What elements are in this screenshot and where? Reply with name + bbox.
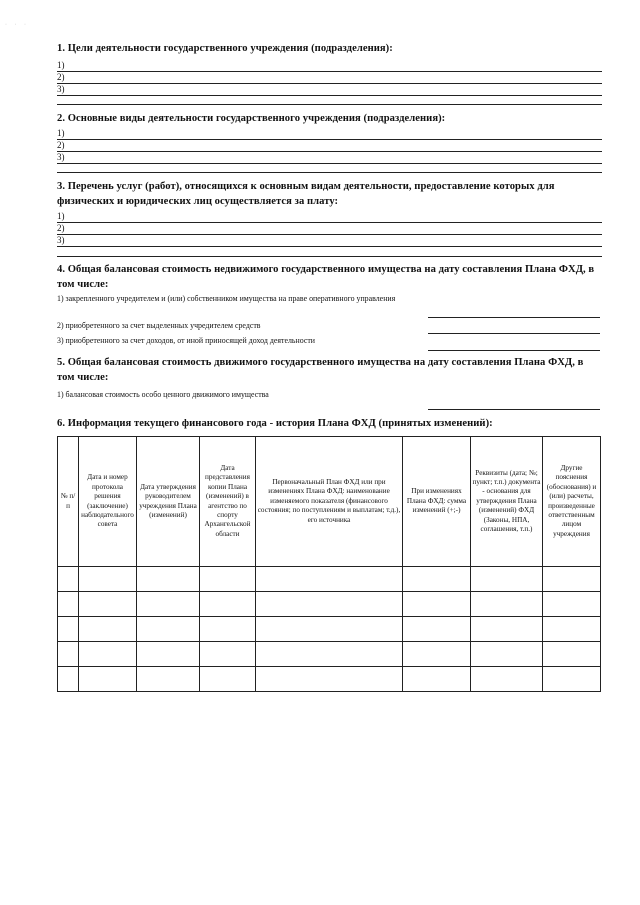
section-3-line-2 — [57, 223, 602, 235]
table-cell — [58, 617, 79, 642]
corner-marks: · · · — [5, 22, 29, 28]
table-row — [58, 667, 601, 692]
line-number: 3) — [57, 235, 65, 245]
section-5-item-1: 1) балансовая стоимость особо ценного движимого имущества — [57, 390, 269, 399]
table-cell — [256, 617, 403, 642]
column-header: Реквизиты (дата; №; пункт; т.п.) документа - основания для утверждения Плана (изменений) ФХД (Законы, НПА, соглашения, т.п.) — [471, 437, 543, 567]
line-number: 2) — [57, 140, 65, 150]
table-cell — [403, 592, 471, 617]
table-cell — [256, 642, 403, 667]
plan-history-table — [57, 436, 601, 692]
table-cell — [543, 642, 601, 667]
table-cell — [58, 642, 79, 667]
table-cell — [58, 592, 79, 617]
section-4-item-2-value-line — [428, 333, 600, 334]
table-cell — [256, 567, 403, 592]
line-number: 2) — [57, 223, 65, 233]
table-cell — [471, 567, 543, 592]
table-cell — [137, 642, 200, 667]
column-header: Дата представления копии Плана (изменений) в агентство по спорту Архангельской области — [200, 437, 256, 567]
table-cell — [58, 567, 79, 592]
table-cell — [79, 642, 137, 667]
section-1-line-1 — [57, 60, 602, 72]
section-1-line-3 — [57, 84, 602, 96]
table-cell — [137, 617, 200, 642]
table-cell — [79, 592, 137, 617]
section-5-title: 5. Общая балансовая стоимость движимого государственного имущества на дату составления Плана ФХД, в том числе: — [57, 357, 584, 383]
table-cell — [543, 592, 601, 617]
table-cell — [58, 667, 79, 692]
section-3-separator — [57, 256, 602, 257]
table-cell — [137, 592, 200, 617]
table-row — [58, 567, 601, 592]
section-4-item-3: 3) приобретенного за счет доходов, от иной приносящей доход деятельности — [57, 336, 316, 345]
table-cell — [471, 642, 543, 667]
section-3-line-3 — [57, 235, 602, 247]
table-cell — [79, 617, 137, 642]
table-cell — [403, 667, 471, 692]
table-cell — [200, 617, 256, 642]
line-number: 2) — [57, 72, 65, 82]
table-cell — [471, 592, 543, 617]
section-6-title: 6. Информация текущего финансового года - история Плана ФХД (принятых изменений): — [57, 418, 493, 429]
line-number: 1) — [57, 60, 65, 70]
section-4-item-3-value-line — [428, 350, 600, 351]
section-4-item-1-value-line — [428, 317, 600, 318]
section-5-item-1-value-line — [428, 409, 600, 410]
column-header: № п/п — [58, 437, 79, 567]
table-cell — [543, 667, 601, 692]
table-cell — [403, 567, 471, 592]
line-number: 1) — [57, 211, 65, 221]
table-cell — [256, 592, 403, 617]
table-cell — [543, 567, 601, 592]
table-row — [58, 617, 601, 642]
table-cell — [471, 617, 543, 642]
section-4-item-2: 2) приобретенного за счет выделенных учредителем средств — [57, 321, 261, 330]
line-number: 3) — [57, 152, 65, 162]
table-row — [58, 592, 601, 617]
table-cell — [543, 617, 601, 642]
table-header-row — [58, 437, 601, 567]
column-header: Первоначальный План ФХД или при изменениях Плана ФХД: наименование изменяемого показателя (финансового состояния; по поступлениям и выплатам; т.д.), его источника — [256, 437, 403, 567]
table-cell — [200, 667, 256, 692]
table-cell — [403, 617, 471, 642]
table-row — [58, 642, 601, 667]
line-number: 1) — [57, 128, 65, 138]
column-header: Дата утверждения руководителем учреждения Плана (изменений) — [137, 437, 200, 567]
table-cell — [137, 567, 200, 592]
table-cell — [200, 592, 256, 617]
table-cell — [256, 667, 403, 692]
table-cell — [137, 667, 200, 692]
section-2-line-1 — [57, 128, 602, 140]
section-3-title: 3. Перечень услуг (работ), относящихся к основным видам деятельности, предоставление которых для физических и юридических лиц осуществляется за плату: — [57, 181, 555, 207]
section-1-separator — [57, 104, 602, 105]
section-4-item-1: 1) закрепленного учредителем и (или) собственником имущества на праве оперативного управления — [57, 294, 396, 303]
column-header: Дата и номер протокола решения (заключение) наблюдательного совета — [79, 437, 137, 567]
section-4-title: 4. Общая балансовая стоимость недвижимого государственного имущества на дату составления Плана ФХД, в том числе: — [57, 264, 595, 290]
table-cell — [403, 642, 471, 667]
table-body — [58, 567, 601, 692]
column-header: При изменениях Плана ФХД: сумма изменений (+;-) — [403, 437, 471, 567]
column-header: Другие пояснения (обоснования) и (или) расчеты, произведенные ответственным лицом учреждения — [543, 437, 601, 567]
line-number: 3) — [57, 84, 65, 94]
section-2-line-2 — [57, 140, 602, 152]
section-1-line-2 — [57, 72, 602, 84]
section-2-line-3 — [57, 152, 602, 164]
section-2-title: 2. Основные виды деятельности государственного учреждения (подразделения): — [57, 113, 446, 124]
table-cell — [79, 667, 137, 692]
section-2-separator — [57, 172, 602, 173]
table-cell — [200, 567, 256, 592]
table-cell — [471, 667, 543, 692]
table-cell — [200, 642, 256, 667]
section-3-line-1 — [57, 211, 602, 223]
table-cell — [79, 567, 137, 592]
section-1-title: 1. Цели деятельности государственного учреждения (подразделения): — [57, 43, 393, 54]
